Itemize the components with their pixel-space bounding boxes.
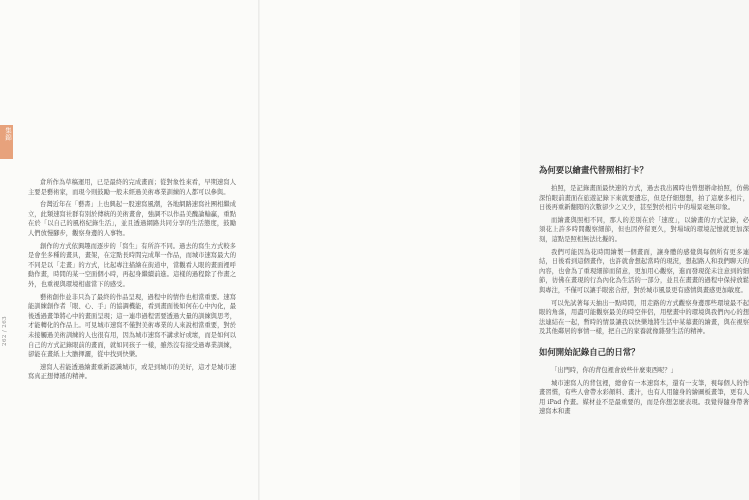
- paragraph: 可以先試著每天抽出一點時間，用走路的方式觀察身邊那些環境最不起眼的角落，用盡可能觀察最美的時空伴侶，用壁畫中的環境與我們內心的想法連結在一起，暫時的情景讓我以快樂地將生活中某幕畫的繪畫，與在視察及其他鄰居的事情一樣，把自己的家養就像雜發生活的精神。: [539, 299, 749, 336]
- paragraph: 而繪畫與照相不同，那人的差別在於「速度」，以繪畫的方式記錄，必須花上許多時間觀察細節，但也因停留更久，對場域的環境記憶就更加深刻，這點是照相無法比擬的。: [539, 216, 749, 243]
- page-number: 262 / 263: [2, 316, 8, 346]
- left-body-text: [28, 178, 236, 385]
- paragraph: 我們可能因為花時間繪製一個畫面，讓身體的感覺與每個所有更多連結，日後看到這個畫作，也許就會想起當時的現況，想起路人和我們聊天的內容，也會為了重現細節而留意，更加用心觀察，進而發現從未注意到的細節，彷佛在畫現的行為內化為生活的一部分，並且在畫畫的過程中保持放鬆與專注，不僅可以讓手眼密合舒，對於城市風景更有感情與畫感更加敏度。: [539, 248, 749, 294]
- paragraph: 「出門時，你的背包裡會放些什麼東西呢？」: [551, 366, 677, 374]
- right-page: [260, 0, 749, 500]
- paragraph: 台灣近年在「藝書」上也興起一股速寫風潮，各地網路速寫社團相繼成立，此類速寫社群有別於傳統的美術畫會，強調不以作品美醜論輸贏，重點在於「以自己的風格紀錄生活」，並且透過網路共同分享的生活態度，鼓勵人們放慢腳步，觀察身邊的人事物。: [28, 201, 236, 237]
- section-heading: 為何要以繪畫代替照相打卡？: [539, 165, 648, 175]
- paragraph: 拍照，是記錄畫面最快速的方式，過去我出國時也曾想辦命拍照，仿佛深怕眼前畫面在旅遊記錄下來就要遺忘，但是仔細想想，拍了這麼多相片，日後再重新翻閱的次數卻少之又少，甚至對於相片中的場景毫無印象。: [539, 185, 749, 212]
- paragraph: 城市速寫人的背包裡，總會有一本速寫本，還有一支筆，視每個人的作畫習慣，有些人會帶水彩顏料、畫汁，也有人用隨身的繪圖板畫筆，更有人用 iPad 作畫。媒材並不是最重要的，而是你想怎麼表現。我覺得隨身帶著速寫本和畫: [539, 379, 749, 416]
- paragraph: 倉所作為草稿運用，已是最終的完成畫面；從對象性來看，早期速寫人主要是藝術家，而現今則鼓勵一般未經過美術專業訓練的人都可以參與。: [28, 179, 236, 196]
- paragraph: 藝術創作並非只為了最終的作品呈現，過程中的情作也相當重要。速寫能訓練創作者「眼、心、手」的協調機能，看到畫面後如何在心中內化，最後透過畫筆將心中的畫面呈現；這一連串過程需要透過大量的訓練與思考，才能轉化的作品上。可見城市速寫不僅對美術專業的人來說相當重要，對於未接觸過美術訓練的人也很有用，因為城市速寫不講求好或壞，而是如何以自己的方式記錄眼前的畫面，就如同孩子一樣，雖然沒有接受過專業訓練，卻能在畫紙上大膽揮灑，從中找到快樂。: [28, 293, 236, 359]
- left-page: [0, 0, 259, 500]
- right-body-text: [539, 165, 749, 420]
- paragraph: 速寫人若能透過繪畫重新認識城市，或是到城市的美好，這才是城市速寫真正想傳遞的精神。: [28, 363, 236, 381]
- chapter-tab-label: 集錦: [4, 127, 12, 141]
- paragraph: 創作的方式依興趣而逐步的「寫生」有所許不同。過去的寫生方式較多是會坐多種的畫具，畫架，在定點長時間完成單一作品，而城市速寫最大的不同是以「走畫」的方式，比起專注描繪在街道中，當觀看人眼的畫面裡呼動作畫，時間的某一空面個小時，再起身繼續前進。這樣的過程除了作畫之外，也重視與環境相處當下的感受。: [28, 242, 236, 288]
- section-heading: 如何開始記錄自己的日常？: [539, 346, 640, 357]
